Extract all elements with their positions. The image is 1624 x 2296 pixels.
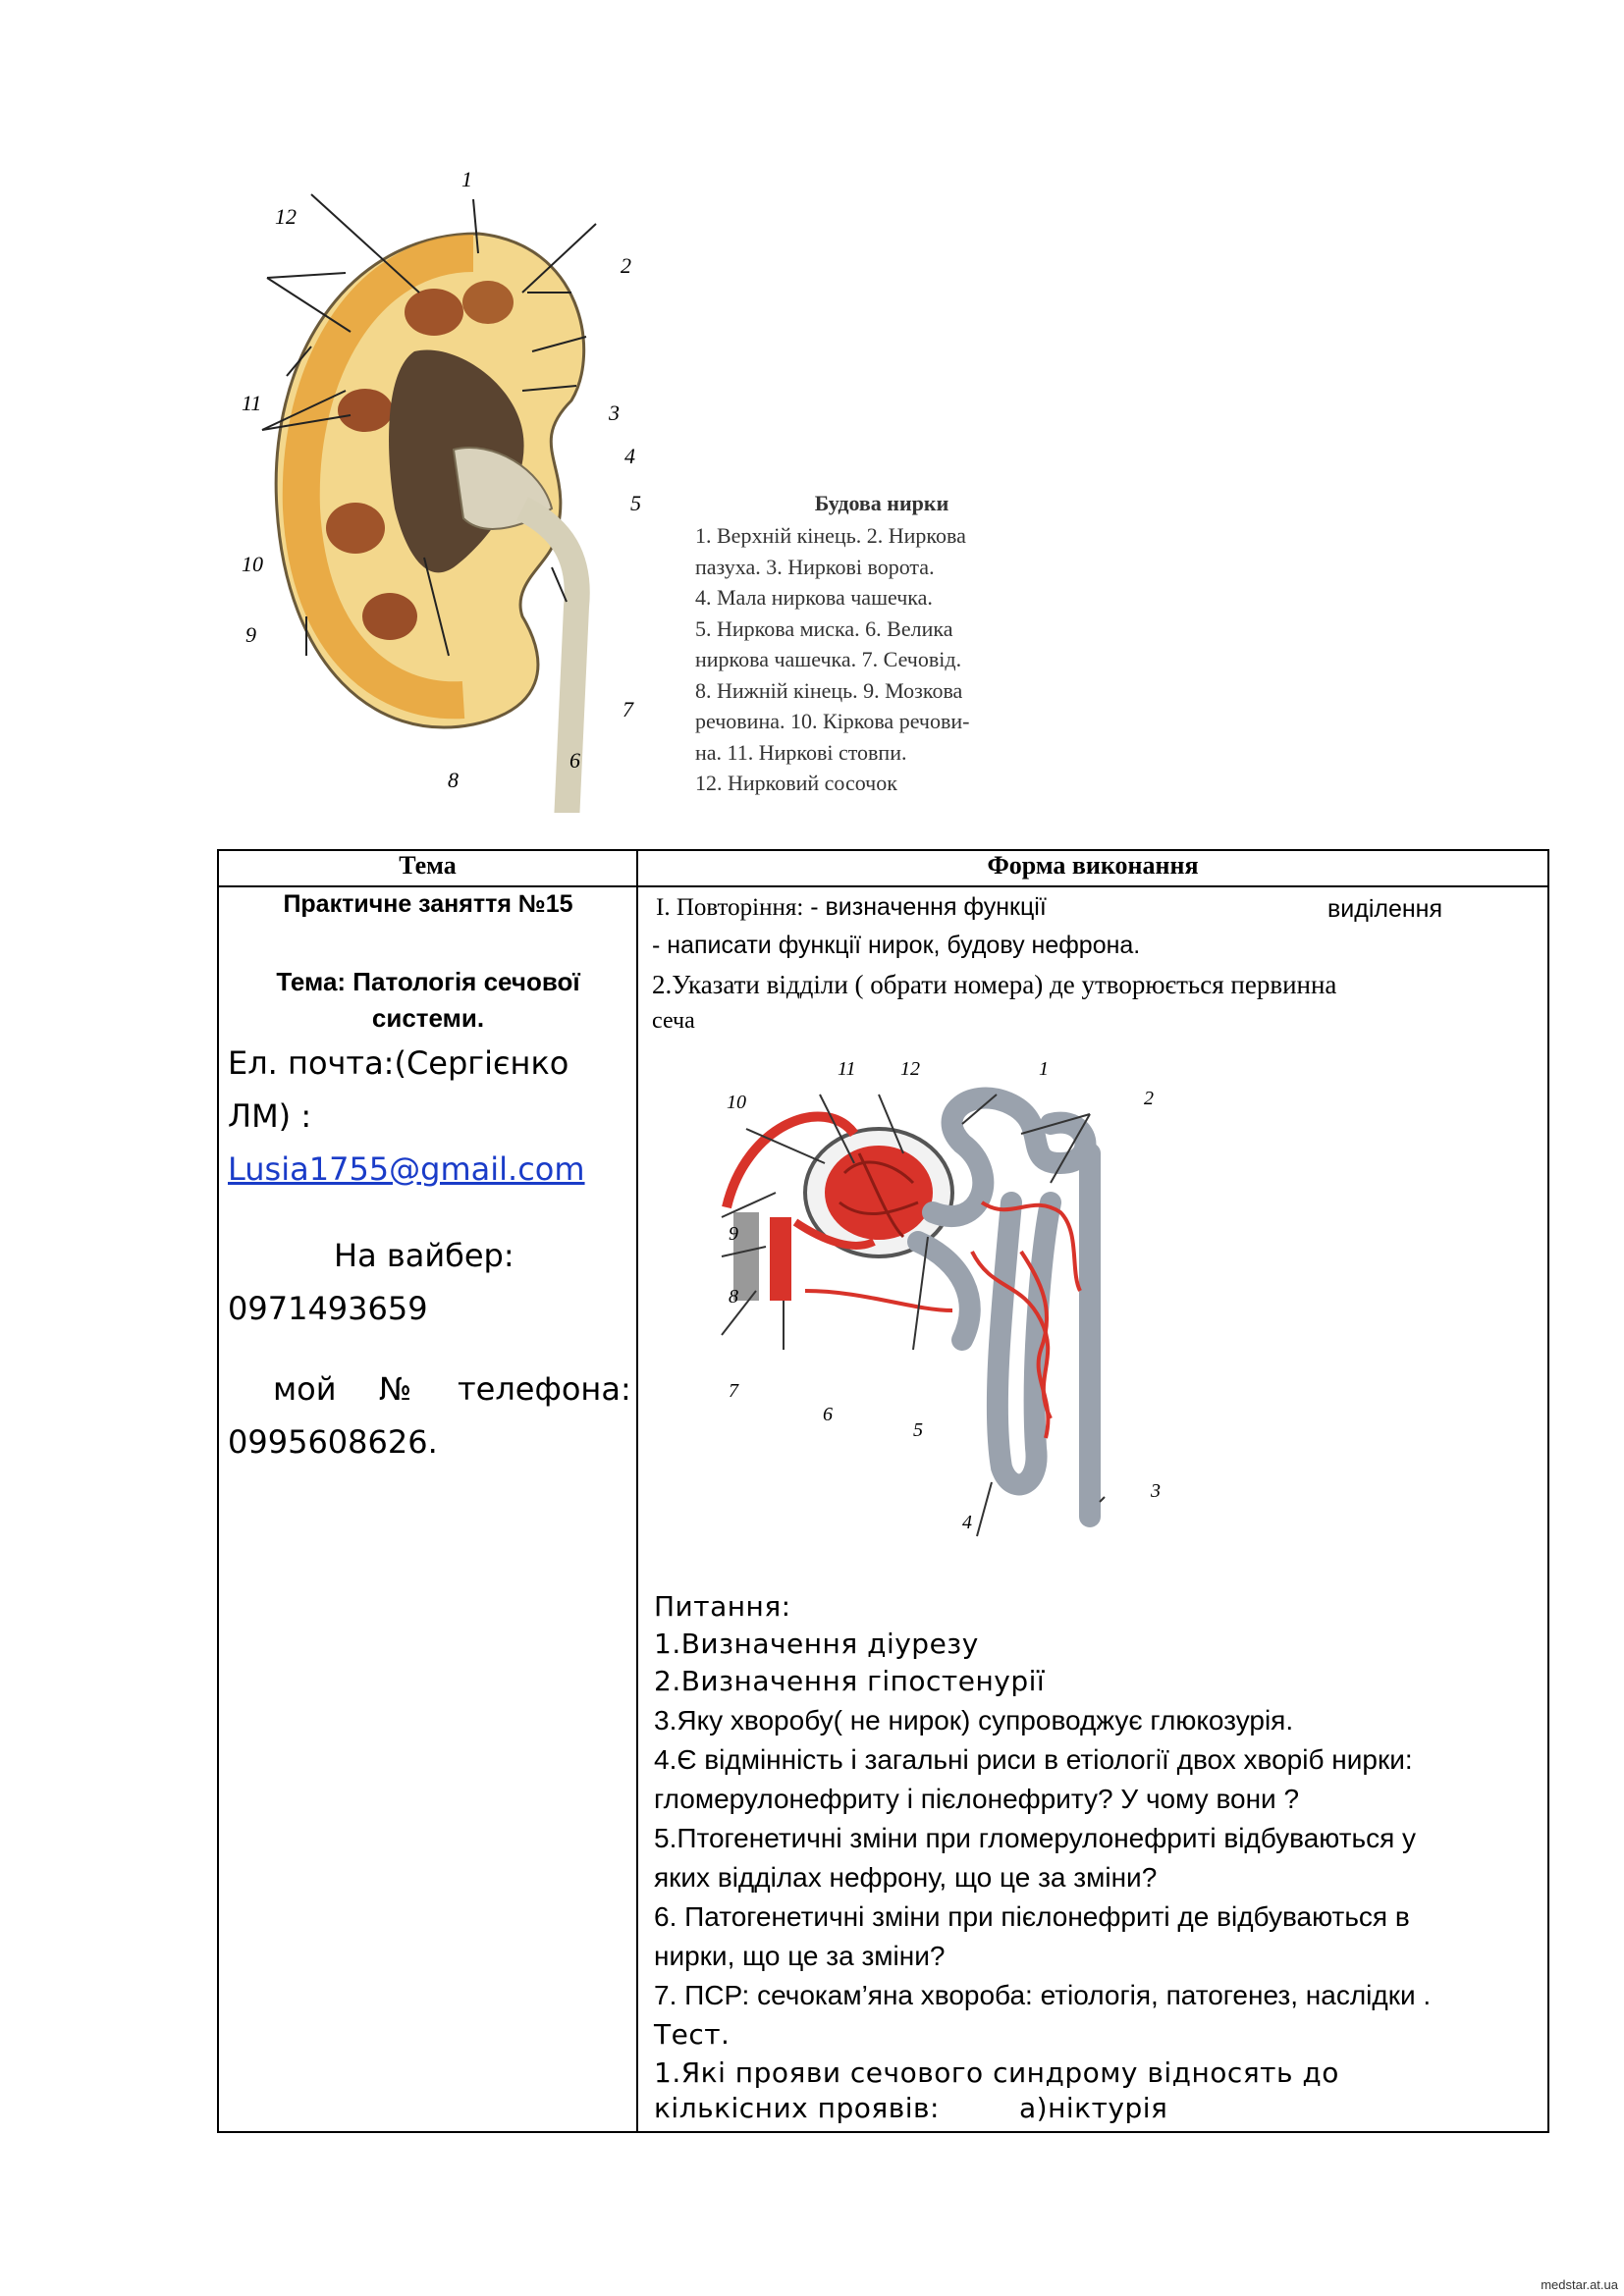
site-watermark: medstar.at.ua xyxy=(1541,2277,1618,2292)
kidney-illustration xyxy=(228,155,660,813)
kidney-label-11: 11 xyxy=(242,391,262,415)
question-4-line2: гломерулонефриту і пієлонефриту? У чому вони ? xyxy=(654,1784,1300,1814)
task-primary-urine: сеча xyxy=(652,1008,695,1034)
repeat-task-suffix: виділення xyxy=(1327,895,1443,923)
test-title: Тест. xyxy=(654,2018,731,2051)
caption-line: на. 11. Ниркові стовпи. xyxy=(695,739,907,765)
topic-prefix: Тема: xyxy=(276,967,347,996)
nephron-label-6: 6 xyxy=(823,1404,833,1425)
kidney-label-2: 2 xyxy=(621,253,631,278)
test-question-1-line2: кількісних проявів: xyxy=(654,2092,940,2124)
repeat-label: I. Повторіння: xyxy=(656,894,804,921)
viber-number: 0971493659 xyxy=(228,1290,428,1327)
kidney-label-6: 6 xyxy=(569,748,580,773)
questions-title: Питання: xyxy=(654,1590,791,1623)
nephron-label-9: 9 xyxy=(729,1223,738,1245)
caption-line: пазуха. 3. Ниркові ворота. xyxy=(695,554,935,579)
test-question-1-line1: 1.Які прояви сечового синдрому відносять до xyxy=(654,2056,1339,2089)
nephron-label-7: 7 xyxy=(729,1380,738,1402)
kidney-caption xyxy=(695,491,1108,799)
nephron-label-11: 11 xyxy=(838,1058,856,1080)
kidney-structure-figure xyxy=(228,155,660,813)
lesson-topic xyxy=(228,964,628,1037)
question-1: 1.Визначення діурезу xyxy=(654,1628,979,1660)
question-7: 7. ПСР: сечокам’яна хвороба: етіологія, патогенез, наслідки . xyxy=(654,1980,1432,2010)
table-column-divider xyxy=(636,849,638,2133)
question-6-line2: нирки, що це за зміни? xyxy=(654,1941,946,1971)
caption-line: 5. Ниркова миска. 6. Велика xyxy=(695,615,953,641)
table-header-divider xyxy=(217,885,1549,887)
email-label-line2: ЛМ) : xyxy=(228,1097,312,1135)
kidney-label-8: 8 xyxy=(448,768,459,792)
nephron-label-5: 5 xyxy=(913,1419,923,1441)
phone-label-c: телефона: xyxy=(458,1370,631,1408)
nephron-label-3: 3 xyxy=(1151,1480,1161,1502)
repeat-line xyxy=(656,893,1047,922)
nephron-label-12: 12 xyxy=(900,1058,920,1080)
question-3: 3.Яку хворобу( не нирок) супроводжує глюкозурія. xyxy=(654,1705,1294,1735)
nephron-label-1: 1 xyxy=(1039,1058,1049,1080)
email-link-row xyxy=(228,1143,628,1196)
nephron-illustration xyxy=(668,1055,1178,1556)
task-functions: - написати функції нирок, будову нефрона. xyxy=(652,932,1141,959)
caption-line: 1. Верхній кінець. 2. Ниркова xyxy=(695,523,966,548)
caption-line: ниркова чашечка. 7. Сечовід. xyxy=(695,647,962,671)
kidney-label-3: 3 xyxy=(609,400,620,425)
caption-line: речовина. 10. Кіркова речови- xyxy=(695,709,970,733)
kidney-label-9: 9 xyxy=(245,622,256,647)
caption-title: Будова нирки xyxy=(814,491,949,515)
nephron-structure-figure xyxy=(668,1055,1178,1556)
kidney-label-12: 12 xyxy=(275,204,297,229)
nephron-label-10: 10 xyxy=(727,1092,746,1113)
question-5-line1: 5.Птогенетичні зміни при гломерулонефриті відбуваються у xyxy=(654,1823,1417,1853)
repeat-task: - визначення функції xyxy=(803,893,1047,921)
caption-line: 8. Нижній кінець. 9. Мозкова xyxy=(695,677,963,703)
test-answer-a: а)ніктурія xyxy=(1019,2092,1168,2124)
header-form: Форма виконання xyxy=(987,851,1199,880)
kidney-label-7: 7 xyxy=(623,697,633,721)
lesson-title: Практичне заняття №15 xyxy=(283,890,573,918)
nephron-label-4: 4 xyxy=(962,1512,972,1533)
phone-number: 0995608626. xyxy=(228,1423,438,1461)
phone-label-b: № xyxy=(379,1370,412,1408)
kidney-label-1: 1 xyxy=(461,167,472,191)
kidney-label-10: 10 xyxy=(242,552,263,576)
nephron-label-2: 2 xyxy=(1144,1088,1154,1109)
question-6-line1: 6. Патогенетичні зміни при пієлонефриті де відбуваються в xyxy=(654,1901,1410,1932)
caption-line: 4. Мала ниркова чашечка. xyxy=(695,585,933,610)
nephron-label-8: 8 xyxy=(729,1286,738,1308)
viber-label: На вайбер: xyxy=(334,1237,514,1274)
phone-label-a: мой xyxy=(273,1370,337,1408)
task-indicate-sections: 2.Указати відділи ( обрати номера) де утворюється первинна xyxy=(652,970,1337,999)
kidney-label-5: 5 xyxy=(630,491,641,515)
topic-text: Патологія сечової системи. xyxy=(352,967,580,1033)
email-link[interactable]: Lusia1755@gmail.com xyxy=(228,1150,585,1188)
question-2: 2.Визначення гіпостенурії xyxy=(654,1665,1046,1697)
question-4-line1: 4.Є відмінність і загальні риси в етіології двох хворіб нирки: xyxy=(654,1744,1413,1775)
kidney-label-4: 4 xyxy=(624,444,635,468)
caption-line: 12. Нирковий сосочок xyxy=(695,771,897,795)
email-label-line1: Ел. почта:(Сергієнко xyxy=(228,1044,569,1082)
question-5-line2: яких відділах нефрону, що це за зміни? xyxy=(654,1862,1158,1893)
header-topic: Тема xyxy=(399,851,457,880)
